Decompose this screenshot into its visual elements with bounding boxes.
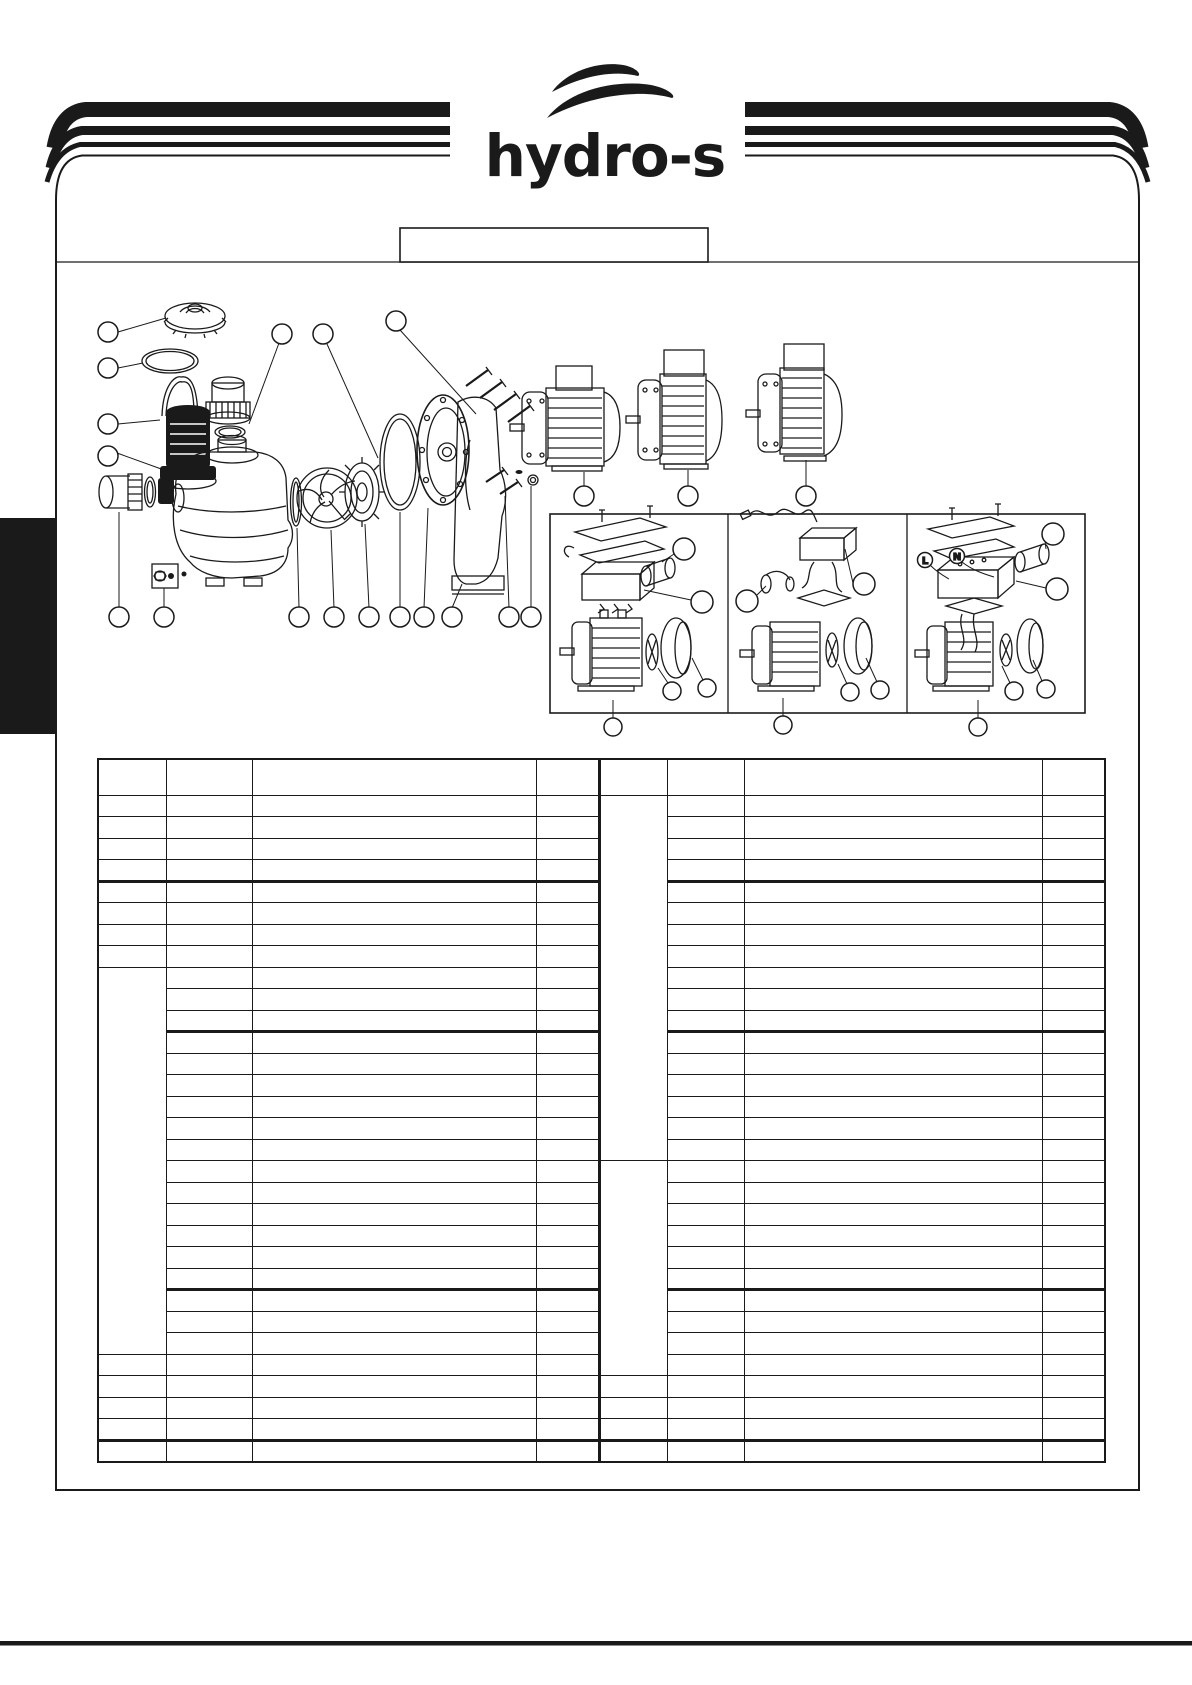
cell [252, 1075, 536, 1097]
cell [745, 1311, 1043, 1333]
header-cell [536, 759, 599, 795]
motor-3 [746, 344, 842, 461]
cell [252, 1247, 536, 1269]
index-cell [98, 1376, 166, 1398]
index-cell [98, 1354, 166, 1376]
index-cell [600, 795, 668, 1161]
cell [166, 946, 252, 968]
cell [536, 1225, 599, 1247]
cell [166, 1139, 252, 1161]
logo-wordmark: hydro-s [484, 122, 726, 190]
cell [745, 1376, 1043, 1398]
cell [536, 1440, 599, 1462]
lid-oring [142, 349, 198, 373]
header-cell [745, 759, 1043, 795]
index-cell [600, 1440, 668, 1462]
cell [1043, 1440, 1105, 1462]
parts-table-right [598, 758, 1106, 1463]
cell [1043, 1247, 1105, 1269]
cell [252, 817, 536, 839]
cell [166, 1268, 252, 1290]
fan-cover [1017, 619, 1043, 673]
cell [668, 1075, 745, 1097]
cell [252, 1419, 536, 1441]
cell [668, 1290, 745, 1312]
cell [1043, 1204, 1105, 1226]
logo-wave-icon [547, 64, 673, 118]
header-cell [1043, 759, 1105, 795]
cell [745, 946, 1043, 968]
cell [1043, 946, 1105, 968]
cell [1043, 967, 1105, 989]
cell [668, 881, 745, 903]
cell [252, 1311, 536, 1333]
cell [536, 967, 599, 989]
union-fitting [206, 377, 250, 424]
cell [668, 1118, 745, 1140]
cell [166, 1182, 252, 1204]
panel-motor [560, 610, 642, 691]
cell [668, 1139, 745, 1161]
index-cell [600, 1161, 668, 1376]
cell [668, 1225, 745, 1247]
cell [166, 1096, 252, 1118]
cell [745, 1010, 1043, 1032]
panel-1 [560, 506, 716, 700]
index-cell [98, 860, 166, 882]
cell [252, 881, 536, 903]
cell [745, 1096, 1043, 1118]
cell [668, 1440, 745, 1462]
cell [1043, 1139, 1105, 1161]
cell [745, 1397, 1043, 1419]
index-cell [98, 881, 166, 903]
cell [668, 838, 745, 860]
fan [826, 633, 838, 667]
cell [536, 1096, 599, 1118]
fan [646, 634, 658, 670]
cell [1043, 989, 1105, 1011]
cell [1043, 1053, 1105, 1075]
cell [252, 1225, 536, 1247]
cell [166, 967, 252, 989]
cell [536, 1419, 599, 1441]
cell [668, 1161, 745, 1183]
cell [668, 1397, 745, 1419]
cell [536, 1118, 599, 1140]
cell [252, 1397, 536, 1419]
cell [536, 924, 599, 946]
cell [1043, 1096, 1105, 1118]
cell [745, 1290, 1043, 1312]
cell [252, 946, 536, 968]
cell [668, 795, 745, 817]
index-cell [98, 795, 166, 817]
cell [745, 903, 1043, 925]
cell [536, 1053, 599, 1075]
cell [745, 1333, 1043, 1355]
cell [166, 1354, 252, 1376]
cell [536, 989, 599, 1011]
cell [166, 1010, 252, 1032]
cell [745, 838, 1043, 860]
cell [745, 1053, 1043, 1075]
capacitor [1015, 544, 1049, 572]
cell [745, 1118, 1043, 1140]
cell [252, 1182, 536, 1204]
cell [668, 989, 745, 1011]
motor-2 [626, 350, 722, 469]
cell [536, 838, 599, 860]
motor-bracket [452, 397, 506, 594]
cell [166, 838, 252, 860]
index-cell [98, 838, 166, 860]
cell [1043, 860, 1105, 882]
header-cell [98, 759, 166, 795]
exploded-pump-diagram [98, 303, 842, 627]
cell [745, 924, 1043, 946]
cell [1043, 1397, 1105, 1419]
cell [668, 1311, 745, 1333]
cell [166, 1204, 252, 1226]
cell [252, 860, 536, 882]
cell [166, 1053, 252, 1075]
cell [668, 1096, 745, 1118]
cell [668, 1333, 745, 1355]
cell [1043, 1118, 1105, 1140]
cell [1043, 924, 1105, 946]
cell [1043, 881, 1105, 903]
cell [536, 1333, 599, 1355]
panel-3 [915, 504, 1068, 700]
index-cell [98, 817, 166, 839]
cell [252, 967, 536, 989]
cell [1043, 1032, 1105, 1054]
cell [1043, 1333, 1105, 1355]
index-cell [600, 1419, 668, 1441]
cell [166, 1419, 252, 1441]
cell [745, 1268, 1043, 1290]
cell [1043, 1354, 1105, 1376]
cell [166, 881, 252, 903]
cell [166, 1118, 252, 1140]
cell [1043, 1010, 1105, 1032]
cell [252, 1032, 536, 1054]
header-cell [668, 759, 745, 795]
cell [1043, 1225, 1105, 1247]
title-box [400, 228, 708, 262]
cell [745, 1182, 1043, 1204]
cell [536, 1354, 599, 1376]
index-cell [98, 924, 166, 946]
cell [1043, 1290, 1105, 1312]
cell [536, 1268, 599, 1290]
cell [166, 1397, 252, 1419]
cell [536, 1182, 599, 1204]
header-cell [252, 759, 536, 795]
cell [1043, 1182, 1105, 1204]
cell [252, 1290, 536, 1312]
cell [1043, 1376, 1105, 1398]
cell [536, 1247, 599, 1269]
cell [745, 1247, 1043, 1269]
index-cell [600, 1397, 668, 1419]
cell [668, 924, 745, 946]
cell [252, 989, 536, 1011]
cell [745, 1419, 1043, 1441]
fan-cover [661, 618, 691, 678]
header-cell [600, 759, 668, 795]
cell [668, 1419, 745, 1441]
cell [536, 1290, 599, 1312]
strainer-lid [164, 303, 226, 338]
cell [166, 860, 252, 882]
index-cell [98, 946, 166, 968]
cell [745, 967, 1043, 989]
leader-lines [117, 318, 806, 608]
header-cell [166, 759, 252, 795]
cell [668, 1182, 745, 1204]
svg-text:N: N [952, 552, 962, 563]
cell [668, 903, 745, 925]
cell [1043, 903, 1105, 925]
cell [745, 1354, 1043, 1376]
cell [166, 1311, 252, 1333]
cell [536, 946, 599, 968]
cell [252, 1440, 536, 1462]
cell [536, 1397, 599, 1419]
inlet-union [99, 474, 174, 510]
brand-logo [485, 64, 726, 190]
cell [166, 924, 252, 946]
cell [745, 1225, 1043, 1247]
cell [252, 903, 536, 925]
left-tab [0, 518, 56, 734]
motor-1 [510, 366, 620, 471]
cell [668, 1354, 745, 1376]
cell [745, 1139, 1043, 1161]
cell [668, 1032, 745, 1054]
seal-plate [417, 395, 469, 505]
cell [668, 946, 745, 968]
cell [536, 1075, 599, 1097]
cell [166, 1333, 252, 1355]
cell [252, 1268, 536, 1290]
cell [166, 1161, 252, 1183]
cell [166, 1440, 252, 1462]
cell [668, 1053, 745, 1075]
wire-label-live [918, 553, 950, 580]
cell [536, 881, 599, 903]
cell [166, 1376, 252, 1398]
cell [745, 989, 1043, 1011]
cell [668, 860, 745, 882]
fan [1000, 634, 1012, 666]
cell [1043, 1161, 1105, 1183]
cell [1043, 1311, 1105, 1333]
cell [668, 817, 745, 839]
cell [745, 1075, 1043, 1097]
cell [252, 1204, 536, 1226]
cell [536, 817, 599, 839]
panel-motor [915, 622, 993, 691]
cell [745, 1032, 1043, 1054]
cell [1043, 1268, 1105, 1290]
cell [536, 860, 599, 882]
plate-gasket [380, 414, 420, 510]
index-cell [98, 1440, 166, 1462]
parts-table-left [97, 758, 600, 1463]
drain-plug-box [152, 564, 187, 588]
index-cell [98, 1419, 166, 1441]
svg-text:L: L [921, 556, 929, 567]
index-cell [98, 1397, 166, 1419]
cell [668, 1268, 745, 1290]
cell [166, 1032, 252, 1054]
cell [1043, 795, 1105, 817]
panel-2 [736, 509, 889, 701]
cell [166, 989, 252, 1011]
panel-motor [740, 622, 820, 691]
cell [536, 1311, 599, 1333]
cell [252, 1333, 536, 1355]
diffuser-ring [339, 457, 385, 527]
cell [1043, 1419, 1105, 1441]
cell [668, 1010, 745, 1032]
cell [166, 903, 252, 925]
cell [745, 881, 1043, 903]
cell [536, 795, 599, 817]
footer-rule [0, 1641, 1192, 1646]
cell [745, 860, 1043, 882]
cell [1043, 838, 1105, 860]
cell [536, 903, 599, 925]
cord-grommet [761, 571, 794, 593]
cell [1043, 817, 1105, 839]
cell [668, 1376, 745, 1398]
cell [668, 1204, 745, 1226]
cell [166, 1075, 252, 1097]
brand-bars-right [745, 110, 1148, 183]
cell [166, 1290, 252, 1312]
terminal-box-panels [550, 504, 1085, 736]
cell [1043, 1075, 1105, 1097]
strainer-basket [160, 377, 216, 489]
cell [745, 1161, 1043, 1183]
cell [745, 1440, 1043, 1462]
cell [166, 817, 252, 839]
cell [252, 1376, 536, 1398]
cell [745, 1204, 1043, 1226]
cell [252, 838, 536, 860]
cell [252, 795, 536, 817]
panel-box-callouts [604, 698, 987, 736]
cell [536, 1010, 599, 1032]
cell [252, 1139, 536, 1161]
cell [536, 1032, 599, 1054]
cell [536, 1376, 599, 1398]
index-cell [98, 903, 166, 925]
cell [166, 1247, 252, 1269]
cell [536, 1161, 599, 1183]
index-cell [98, 967, 166, 1354]
cell [536, 1139, 599, 1161]
fan-cover [844, 618, 872, 674]
cell [745, 795, 1043, 817]
pump-housing [172, 436, 293, 587]
cell [252, 1010, 536, 1032]
cell [668, 967, 745, 989]
cell [668, 1247, 745, 1269]
cell [252, 924, 536, 946]
cell [536, 1204, 599, 1226]
cell [252, 1118, 536, 1140]
cell [252, 1096, 536, 1118]
brand-bars-left [47, 110, 450, 183]
cell [166, 795, 252, 817]
cell [252, 1354, 536, 1376]
cell [252, 1161, 536, 1183]
cell [745, 817, 1043, 839]
index-cell [600, 1376, 668, 1398]
cell [166, 1225, 252, 1247]
cell [252, 1053, 536, 1075]
